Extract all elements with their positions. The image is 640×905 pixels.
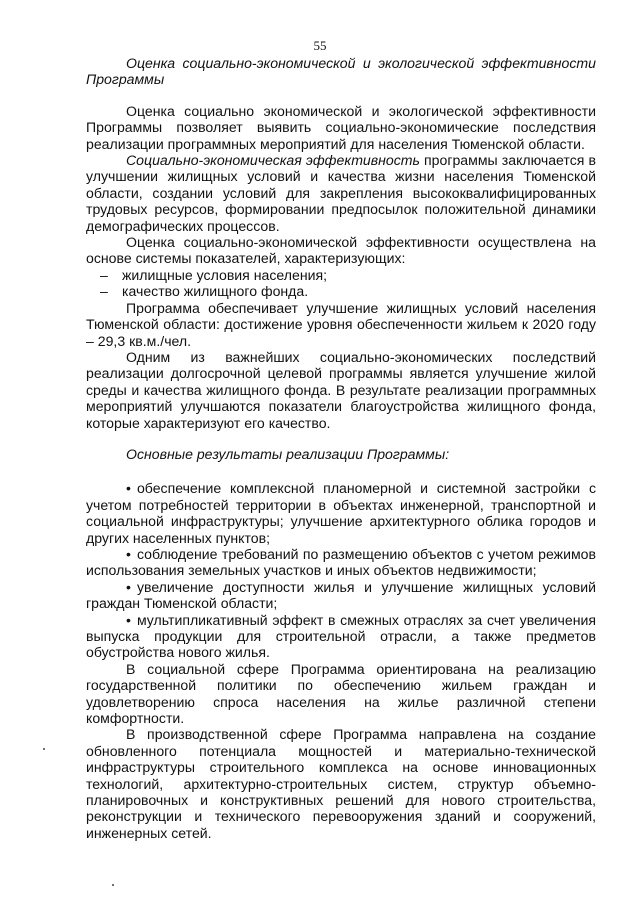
results-title: Основные результаты реализации Программы: (126, 445, 450, 462)
scan-speck (112, 884, 114, 886)
bullet-marker: • (126, 578, 131, 595)
bullet-item (86, 612, 596, 661)
paragraph-indicators: Оценка социально-экономической эффективности осуществлена на основе системы показателей, характеризующих: (86, 234, 596, 267)
list-item (86, 267, 596, 283)
bullet-marker: • (126, 545, 131, 562)
paragraph-socioeconomic-text: программы заключается в улучшении жилищных условий и качества жизни населения Тюменской области, создании условий для закрепления высококвалифицированных трудовых ресурсов, формировании предпосылок положительной динамики демографических процессов. (86, 152, 596, 234)
paragraph-production-sphere: В производственной сфере Программа направлена на создание обновленного потенциала мощностей и материально-технической инфраструктуры строительного комплекса на основе инновационных технологий, архитектурно-строительных систем, структур объемно-планировочных и конструктивных решений для нового строительства, реконструкции и технического перевооружения зданий и сооружений, инженерных сетей. (86, 726, 596, 841)
list-item-text: жилищные условия населения; (122, 266, 328, 283)
scan-speck (43, 748, 45, 750)
bullet-item (86, 480, 596, 546)
paragraph-social-sphere: В социальной сфере Программа ориентирована на реализацию государственной политики по обеспечению жильем граждан и удовлетворению спроса населения на жилье различной степени комфортности. (86, 660, 596, 727)
paragraph-housing-target: Программа обеспечивает улучшение жилищных условий населения Тюменской области: достижение уровня обеспеченности жильем к 2020 году – 29,3 кв.м./чел. (86, 299, 596, 349)
bullet-marker: • (126, 611, 131, 628)
paragraph-intro: Оценка социально экономической и экологической эффективности Программы позволяет выявить социально-экономические последствия реализации программных мероприятий для населения Тюменской области. (86, 102, 596, 152)
dash-marker: – (100, 266, 108, 283)
bullet-item-text: обеспечение комплексной планомерной и системной застройки с учетом потребностей территории в объектах инженерной, транспортной и социальной инфраструктуры; улучшение архитектурного облика городов и других населенных пунктов; (86, 480, 596, 546)
bullet-item (86, 546, 596, 579)
list-item-text: качество жилищного фонда. (122, 283, 309, 300)
bullet-item-text: увеличение доступности жилья и улучшение жилищных условий граждан Тюменской области; (86, 578, 596, 612)
paragraph-socioeconomic (86, 152, 596, 234)
bullet-item (86, 579, 596, 612)
term-socioeconomic-efficiency: Социально-экономическая эффективность (126, 152, 420, 169)
dash-marker: – (100, 283, 108, 300)
bullet-item-text: мультипликативный эффект в смежных отраслях за счет увеличения выпуска продукции для строительной отрасли, а также предметов обустройства нового жилья. (86, 611, 596, 661)
page-number: 55 (313, 38, 327, 53)
section-heading: Оценка социально-экономической и экологической эффективности Программы (86, 55, 596, 88)
document-body (86, 55, 596, 841)
bullet-item-text: соблюдение требований по размещению объектов с учетом режимов использования земельных участков и иных объектов недвижимости; (86, 545, 596, 579)
bullet-marker: • (126, 480, 131, 497)
paragraph-consequences: Одним из важнейших социально-экономических последствий реализации долгосрочной целевой программы является улучшение жилой среды и качества жилищного фонда. В результате реализации программных мероприятий улучшаются показатели благоустройства жилищного фонда, которые характеризуют его качество. (86, 348, 596, 431)
list-item (86, 283, 596, 299)
